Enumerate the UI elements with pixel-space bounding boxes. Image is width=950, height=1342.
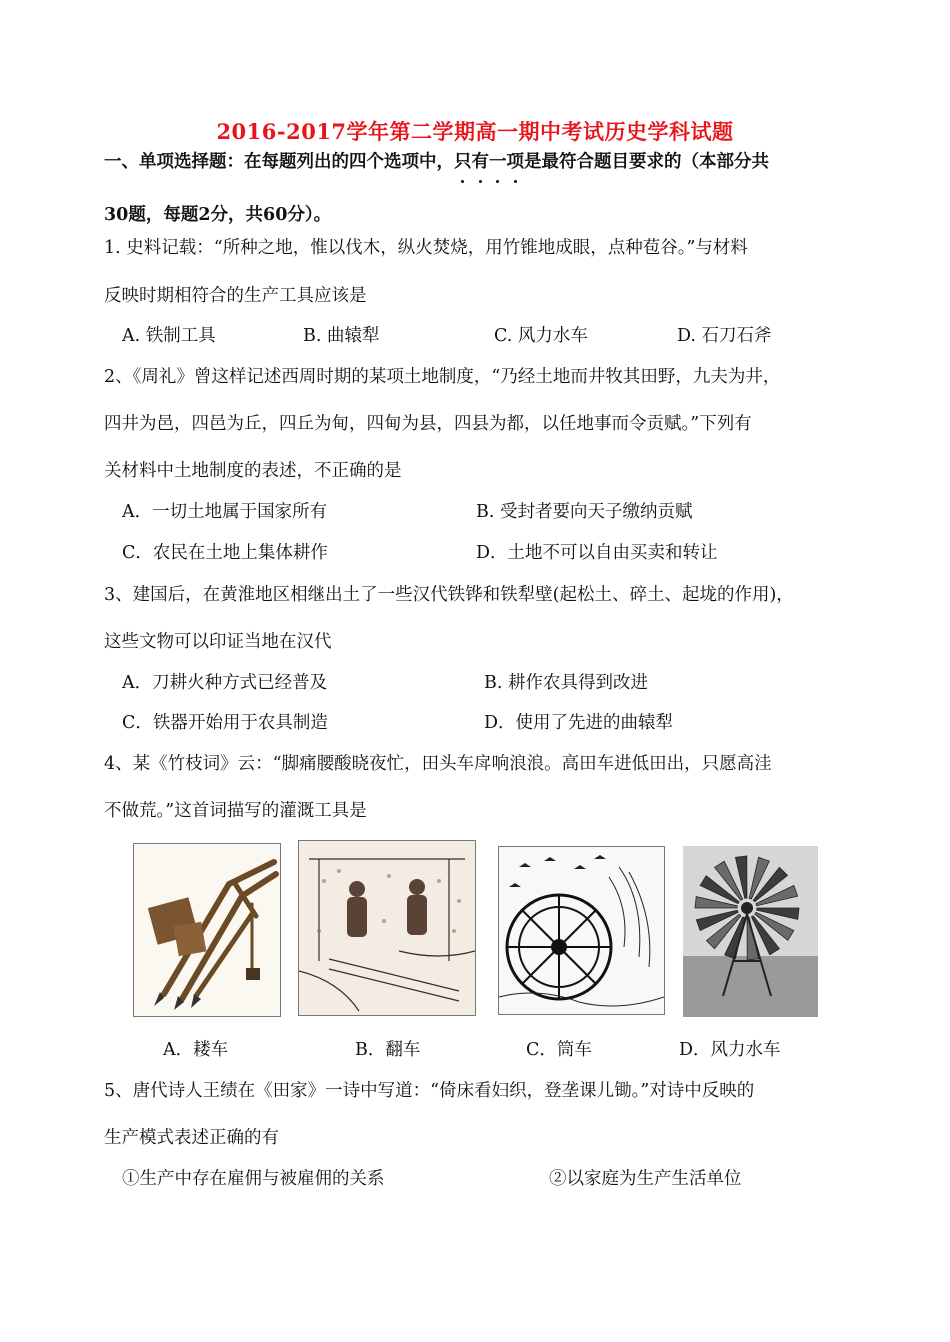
q5-statement-1: ①生产中存在雇佣与被雇佣的关系 xyxy=(122,1169,385,1189)
q3-option-d: D．使用了先进的曲辕犁 xyxy=(484,713,674,733)
q3-option-c: C．铁器开始用于农具制造 xyxy=(122,713,328,733)
q5-stem-line1: 5、唐代诗人王绩在《田家》一诗中写道：“倚床看妇织，登垄课儿锄。”对诗中反映的 xyxy=(104,1081,755,1101)
section-instruction-line1 xyxy=(104,150,769,174)
q4-caption-b: B．翻车 xyxy=(355,1040,421,1060)
emphasis-char: 一 xyxy=(489,152,507,172)
q1-stem-line1: 1. 史料记载：“所种之地，惟以伐木，纵火焚烧，用竹锥地成眼，点种苞谷。”与材料 xyxy=(104,238,748,258)
q5-statement-2: ②以家庭为生产生活单位 xyxy=(549,1169,742,1189)
q5-stem-line2: 生产模式表述正确的有 xyxy=(104,1128,279,1148)
q2-option-d: D．土地不可以自由买卖和转让 xyxy=(476,543,718,563)
chain-pump-image xyxy=(298,840,476,1016)
emphasis-char: 项 xyxy=(506,152,524,172)
seed-drill-illustration xyxy=(134,844,280,1016)
q1-option-a: A. 铁制工具 xyxy=(122,326,216,346)
page-title: 2016-2017学年第二学期高一期中考试历史学科试题 xyxy=(216,119,734,144)
section-instruction-part-b: 是最符合题目要求的（本部分共 xyxy=(524,152,769,172)
q2-stem-line2: 四井为邑，四邑为丘，四丘为甸，四甸为县，四县为都，以任地事而令贡赋。”下列有 xyxy=(104,414,752,434)
section-instruction-line2: 30题，每题2分，共60分）。 xyxy=(104,205,332,225)
q4-caption-c: C．筒车 xyxy=(526,1040,592,1060)
water-wheel-illustration xyxy=(499,847,664,1014)
windmill-image xyxy=(683,846,818,1017)
q3-option-a: A．刀耕火种方式已经普及 xyxy=(122,673,328,693)
emphasis-char: 只 xyxy=(454,152,472,172)
q1-option-b: B. 曲辕犁 xyxy=(303,326,380,346)
q1-option-d: D. 石刀石斧 xyxy=(677,326,772,346)
q2-option-c: C．农民在土地上集体耕作 xyxy=(122,543,328,563)
chain-pump-illustration xyxy=(299,841,475,1015)
q2-stem-line3: 关材料中土地制度的表述，不正确的是 xyxy=(104,461,402,481)
q3-stem-line1: 3、建国后，在黄淮地区相继出土了一些汉代铁铧和铁犁壁(起松土、碎土、起垅的作用)， xyxy=(104,585,794,605)
emphasis-char: 有 xyxy=(471,152,489,172)
q2-option-a: A．一切土地属于国家所有 xyxy=(122,502,328,522)
q3-stem-line2: 这些文物可以印证当地在汉代 xyxy=(104,632,332,652)
q4-caption-d: D．风力水车 xyxy=(679,1040,781,1060)
q3-option-b: B. 耕作农具得到改进 xyxy=(484,673,648,693)
q2-option-b: B. 受封者要向天子缴纳贡赋 xyxy=(476,502,693,522)
seed-drill-image xyxy=(133,843,281,1017)
water-wheel-image xyxy=(498,846,665,1015)
emphasis-dotted-text xyxy=(454,152,524,172)
q4-stem-line2: 不做荒。”这首词描写的灌溉工具是 xyxy=(104,801,367,821)
section-instruction-part-a: 一、单项选择题：在每题列出的四个选项中， xyxy=(104,152,454,172)
windmill-illustration xyxy=(683,846,818,1017)
q4-caption-a: A．耧车 xyxy=(163,1040,229,1060)
q4-stem-line1: 4、某《竹枝词》云：“脚痛腰酸晓夜忙，田头车戽响浪浪。高田车进低田出，只愿高洼 xyxy=(104,754,772,774)
q2-stem-line1: 2、《周礼》曾这样记述西周时期的某项土地制度，“乃经土地而井牧其田野，九夫为井， xyxy=(104,367,781,387)
q1-option-c: C. 风力水车 xyxy=(494,326,588,346)
q1-stem-line2: 反映时期相符合的生产工具应该是 xyxy=(104,286,367,306)
